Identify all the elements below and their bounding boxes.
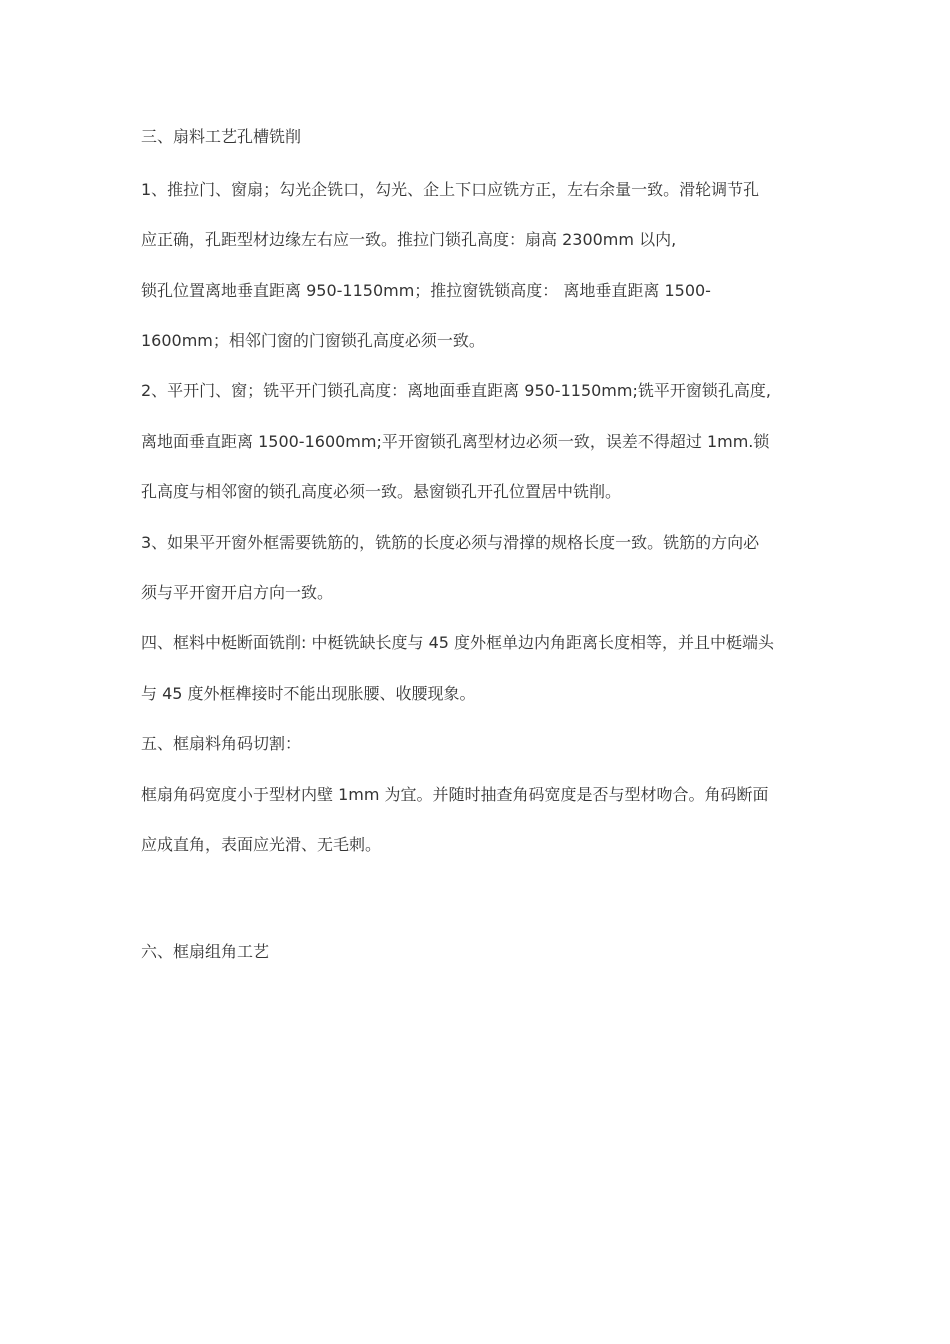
paragraph-line: 与 45 度外框榫接时不能出现胀腰、收腰现象。 <box>141 684 476 703</box>
section-heading-4: 四、框料中梃断面铣削: 中梃铣缺长度与 45 度外框单边内角距离长度相等，并且中梃端头 <box>141 633 775 652</box>
paragraph-line: 1、推拉门、窗扇；勾光企铣口，勾光、企上下口应铣方正，左右余量一致。滑轮调节孔 <box>141 180 760 199</box>
section-heading-3: 三、扇料工艺孔槽铣削 <box>141 127 302 146</box>
paragraph-line: 1600mm；相邻门窗的门窗锁孔高度必须一致。 <box>141 331 485 350</box>
paragraph-line: 锁孔位置离地垂直距离 950-1150mm；推拉窗铣锁高度： 离地垂直距离 1500- <box>141 281 711 300</box>
paragraph-line: 3、如果平开窗外框需要铣筋的，铣筋的长度必须与滑撑的规格长度一致。铣筋的方向必 <box>141 533 760 552</box>
paragraph-line: 须与平开窗开启方向一致。 <box>141 583 334 602</box>
paragraph-line: 框扇角码宽度小于型材内壁 1mm 为宜。并随时抽查角码宽度是否与型材吻合。角码断面 <box>141 785 769 804</box>
paragraph-line: 应成直角，表面应光滑、无毛刺。 <box>141 835 382 854</box>
paragraph-line: 应正确，孔距型材边缘左右应一致。推拉门锁孔高度：扇高 2300mm 以内, <box>141 230 677 249</box>
paragraph-line: 2、平开门、窗；铣平开门锁孔高度：离地面垂直距离 950-1150mm;铣平开窗锁孔高度, <box>141 381 771 400</box>
paragraph-line: 离地面垂直距离 1500-1600mm;平开窗锁孔离型材边必须一致，误差不得超过 1mm.锁 <box>141 432 770 451</box>
paragraph-line: 孔高度与相邻窗的锁孔高度必须一致。悬窗锁孔开孔位置居中铣削。 <box>141 482 622 501</box>
section-heading-6: 六、框扇组角工艺 <box>141 942 270 961</box>
section-heading-5: 五、框扇料角码切割： <box>141 734 302 753</box>
